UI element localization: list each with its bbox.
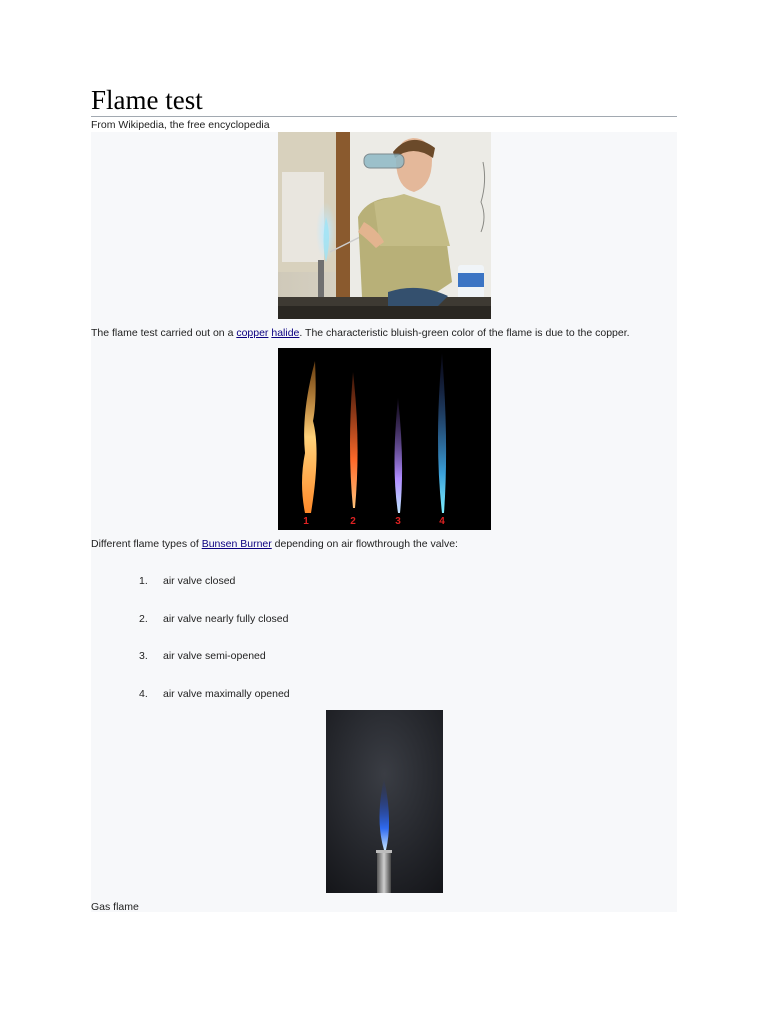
caption-text: Different flame types of — [91, 538, 202, 550]
list-text: air valve maximally opened — [163, 687, 290, 700]
list-number: 1. — [139, 575, 148, 587]
list-panel — [140, 568, 677, 702]
title-divider — [91, 116, 677, 117]
site-tagline: From Wikipedia, the free encyclopedia — [91, 119, 270, 131]
caption-text: The flame test carried out on a — [91, 327, 237, 339]
list-number: 3. — [139, 650, 148, 662]
gas-flame-photo[interactable] — [326, 710, 443, 893]
halide-link[interactable]: halide — [271, 327, 300, 339]
bunsen-burner-link[interactable]: Bunsen Burner — [201, 538, 272, 550]
flame-label: 4 — [439, 516, 445, 527]
figure1-caption — [91, 327, 630, 340]
flame-label: 2 — [350, 516, 356, 527]
caption-text: depending on air flowthrough the valve: — [271, 538, 458, 550]
figure3-caption: Gas flame — [91, 901, 139, 913]
caption-text: . The characteristic bluish-green color of the flame is due to the copper. — [299, 327, 630, 339]
flame-test-photo[interactable] — [278, 132, 491, 319]
list-number: 2. — [139, 612, 148, 625]
list-text: air valve semi-opened — [163, 650, 266, 662]
copper-link[interactable]: copper — [236, 327, 269, 339]
list-text: air valve nearly fully closed — [163, 612, 289, 625]
flame-label: 3 — [395, 516, 401, 527]
bunsen-flames-photo[interactable] — [278, 348, 491, 530]
flame-label: 1 — [303, 516, 309, 527]
list-text: air valve closed — [163, 575, 236, 587]
figure2-caption — [91, 538, 458, 551]
list-number: 4. — [139, 687, 148, 700]
page-title: Flame test — [91, 85, 203, 115]
